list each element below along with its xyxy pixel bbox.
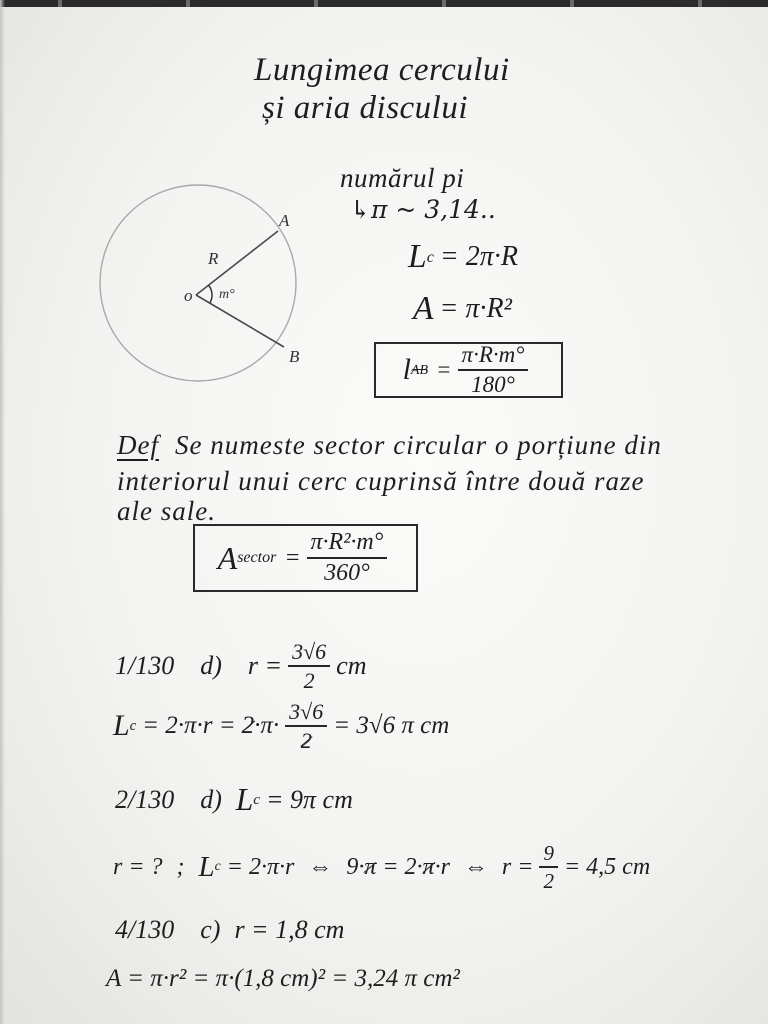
exercise-2-sol-r: ·r [434,853,450,880]
circumference-symbol: L [408,238,427,275]
page-title-line1: Lungimea cercului [254,52,510,88]
definition-line1: Se numeste sector circular o porțiune din [175,430,662,460]
arc-length-subscript: AB [410,363,429,378]
angle-arc [209,285,212,303]
exercise-2-sol-equivalence-2: ⇔ [463,853,488,880]
exercise-2-sol-unknown: r = ? [113,853,163,880]
area-rhs: = π·R² [439,293,512,324]
exercise-1-given-denominator: 2 [303,668,315,694]
sector-area-numerator: π·R²·m° [307,530,388,559]
exercise-1-part: d) [200,651,222,681]
exercise-2-given-rhs: = 9π cm [265,785,353,814]
definition-line3: ale sale. [117,496,216,526]
sector-area-box: A sector = $\frac{\text{π·R²·m°}}{360^\circ}$ [193,524,418,592]
exercise-2-sol-denominator: 2 [543,869,554,894]
exercise-1-sol-result: = 3√6 π cm [333,712,450,740]
exercise-2-sol-separator: ; [176,853,185,880]
exercise-2-sol-formula: = 2·π·r [226,853,295,880]
exercise-3-sol-text: A = π·r² = π·(1,8 cm)² = 3,24 π cm² [106,965,460,992]
sector-area-denominator: 360° [324,560,370,586]
exercise-2-header: 2/130 d) L c = 9π cm [115,782,353,817]
exercise-1-sol-step2: ·π· [254,712,280,740]
definition-label: Def [117,430,159,460]
radius-label: R [208,249,219,268]
exercise-1-sol-numerator: 3√6 [285,700,327,727]
exercise-1-header [115,640,366,692]
exercise-3-ref: 4/130 [115,915,175,944]
exercise-2-sol-result: = 4,5 cm [563,853,651,880]
center-label: o [184,286,193,305]
exercise-3-given: r = 1,8 cm [234,915,345,944]
exercise-3-solution [106,965,460,993]
exercise-3-part: c) [200,915,221,944]
angle-label: m° [219,287,235,302]
exercise-2-ref: 2/130 [115,785,175,814]
exercise-1-given-lhs: r = [247,651,283,681]
pi-note-value: ↳π ~ 3,14.. [350,195,496,224]
sector-area-fraction [307,530,388,586]
radius-ob [196,295,284,347]
exercise-1-given-unit: cm [336,651,367,681]
arc-length-symbol: l [402,353,411,386]
circle-diagram [80,170,320,390]
exercise-2-sol-symbol: L [198,850,215,883]
exercise-2-sol-numerator: 9 [539,842,558,868]
page-left-edge [0,0,5,1024]
exercise-2-given-symbol: L [235,782,254,817]
exercise-1-sol-step1: = 2·π·r = [142,712,236,740]
point-b-label: B [289,347,300,366]
exercise-2-sol-struck-pi-2: π [422,853,435,880]
exercise-2-sol-struck-pi-1: π [364,853,377,880]
sector-area-equals: = [284,544,301,571]
exercise-3-header [115,915,344,945]
exercise-1-sol-struck-factor: 2 [241,712,255,740]
page-top-edge [0,0,768,7]
exercise-1-given-numerator: 3√6 [288,640,330,667]
area-symbol: A [413,290,434,327]
arc-length-box [374,342,563,398]
arc-length-fraction [458,343,529,397]
exercise-2-sol-right-factor: = 2· [382,853,423,880]
exercise-1-sol-symbol: L [113,709,130,743]
exercise-2-sol-r-equals: r = [501,853,534,880]
exercise-2-sol-equivalence-1: ⇔ [308,853,333,880]
circumference-formula: L c = 2π·R [408,238,518,275]
point-a-label: A [279,211,290,230]
circle-outline [100,185,296,381]
pi-note-label: numărul pi [340,163,465,193]
definition-line2: interiorul unui cerc cuprinsă între două raze [117,466,645,496]
page-title-line2: și aria discului [262,90,469,126]
arc-length-equals: = [436,357,452,382]
exercise-1-solution: L c = 2·π·r = 2 ·π· $\frac{3√6}{2}$ = 3√6 π cm [113,699,450,754]
arc-length-denominator: 180° [471,372,515,397]
sector-area-symbol: A [217,539,238,576]
exercise-1-sol-denominator: 2 [300,728,312,754]
circumference-rhs: = 2π·R [439,241,518,272]
arc-length-numerator: π·R·m° [458,343,529,371]
exercise-2-sol-fraction [539,842,558,892]
exercise-2-part: d) [200,785,222,814]
exercise-1-sol-fraction [285,700,327,752]
exercise-2-solution: r = ? ; L c = 2·π·r ⇔ 9· π = 2· π ·r ⇔ r = $\frac{9}{2}$ = 4,5 cm [113,841,651,894]
exercise-1-given-fraction [288,640,330,692]
area-formula [413,290,512,328]
exercise-1-ref: 1/130 [115,651,175,681]
exercise-2-sol-left-factor: 9· [346,853,365,880]
